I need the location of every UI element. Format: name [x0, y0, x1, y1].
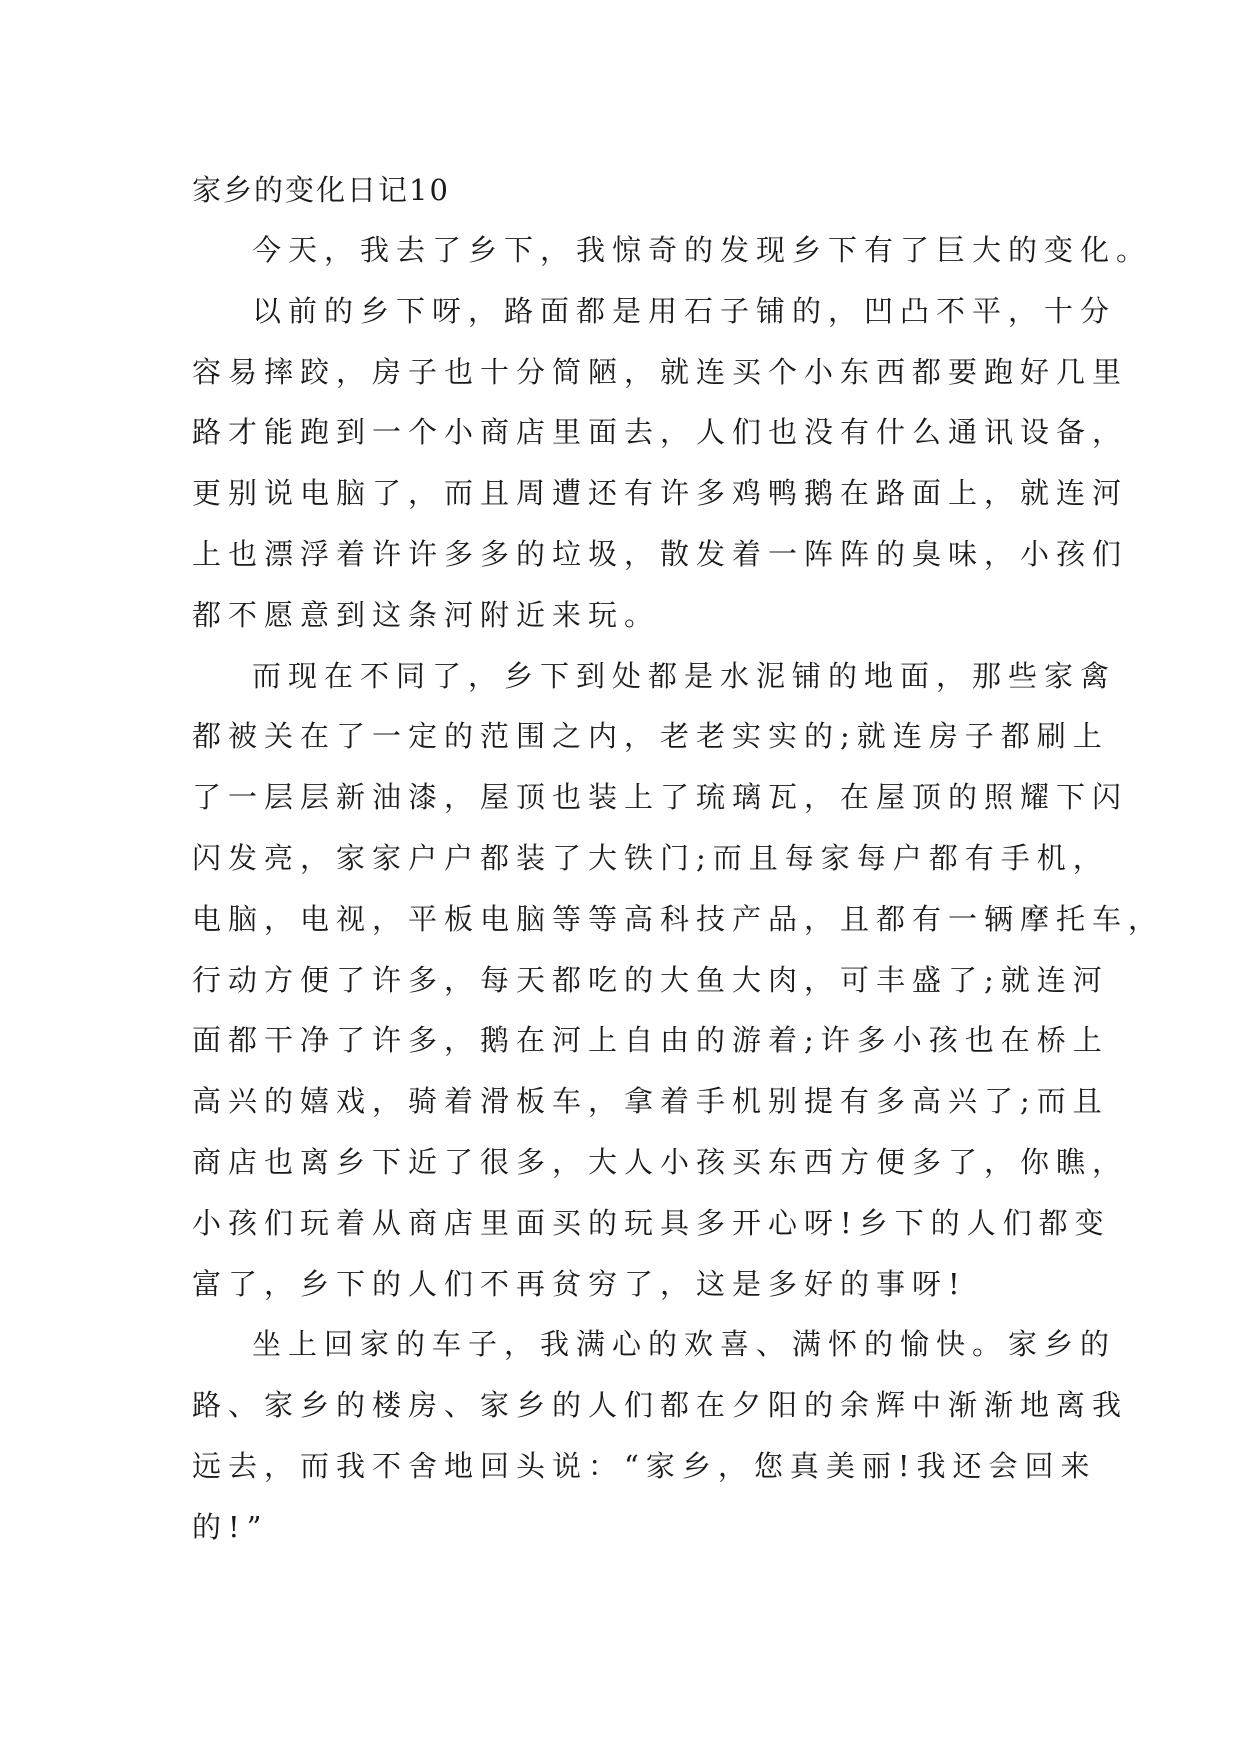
paragraph-line: 以前的乡下呀，路面都是用石子铺的，凹凸不平，十分	[252, 293, 1117, 328]
paragraph-line: 容易摔跤，房子也十分简陋，就连买个小东西都要跑好几里	[192, 354, 1129, 389]
paragraph-line: 行动方便了许多，每天都吃的大鱼大肉，可丰盛了;就连河	[192, 962, 1109, 997]
paragraph-line: 路、家乡的楼房、家乡的人们都在夕阳的余辉中渐渐地离我	[192, 1388, 1129, 1423]
paragraph-line: 上也漂浮着许许多多的垃圾，散发着一阵阵的臭味，小孩们	[192, 536, 1129, 571]
paragraph-line: 了一层层新油漆，屋顶也装上了琉璃瓦，在屋顶的照耀下闪	[192, 780, 1129, 815]
paragraph-line: 今天，我去了乡下，我惊奇的发现乡下有了巨大的变化。	[252, 233, 1153, 267]
paragraph-line: 远去，而我不舍地回头说：“家乡，您真美丽!我还会回来	[192, 1448, 1097, 1483]
paragraph-2	[192, 281, 1129, 646]
paragraph-line: 闪发亮，家家户户都装了大铁门;而且每家每户都有手机，	[192, 840, 1109, 875]
paragraph-1	[192, 220, 1153, 281]
paragraph-line: 电脑，电视，平板电脑等等高科技产品，且都有一辆摩托车，	[192, 901, 1165, 936]
paragraph-3	[192, 646, 1165, 1315]
paragraph-line: 小孩们玩着从商店里面买的玩具多开心呀!乡下的人们都变	[192, 1205, 1111, 1240]
paragraph-line: 坐上回家的车子，我满心的欢喜、满怀的愉快。家乡的	[252, 1327, 1117, 1362]
paragraph-line: 都不愿意到这条河附近来玩。	[192, 597, 661, 632]
paragraph-4	[192, 1314, 1129, 1557]
paragraph-line: 而现在不同了，乡下到处都是水泥铺的地面，那些家禽	[252, 658, 1117, 693]
document-title: 家乡的变化日记10	[192, 173, 450, 207]
document-page	[192, 160, 1165, 1558]
paragraph-line: 商店也离乡下近了很多，大人小孩买东西方便多了，你瞧，	[192, 1144, 1129, 1179]
paragraph-line: 更别说电脑了，而且周遭还有许多鸡鸭鹅在路面上，就连河	[192, 476, 1129, 511]
paragraph-line: 路才能跑到一个小商店里面去，人们也没有什么通讯设备，	[192, 415, 1129, 450]
paragraph-line: 高兴的嬉戏，骑着滑板车，拿着手机别提有多高兴了;而且	[192, 1084, 1109, 1119]
paragraph-line: 的!”	[192, 1509, 269, 1544]
paragraph-line: 富了，乡下的人们不再贫穷了，这是多好的事呀!	[192, 1266, 967, 1301]
paragraph-line: 面都干净了许多，鹅在河上自由的游着;许多小孩也在桥上	[192, 1023, 1109, 1058]
paragraph-line: 都被关在了一定的范围之内，老老实实的;就连房子都刷上	[192, 719, 1109, 754]
